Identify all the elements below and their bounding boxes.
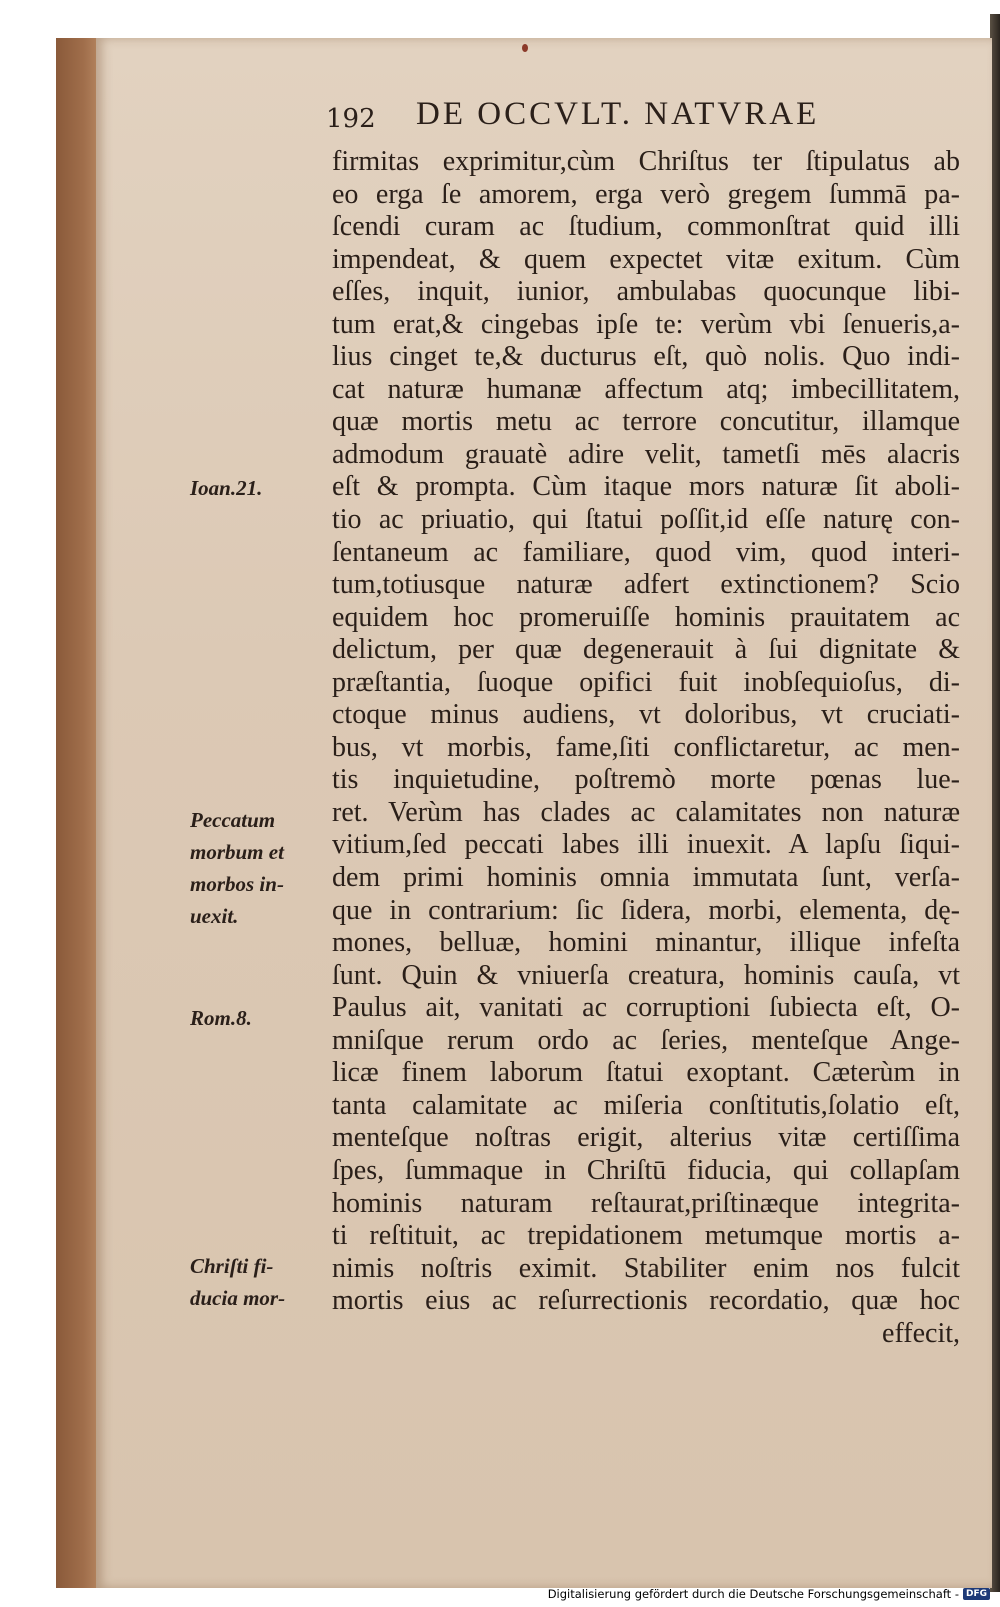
marginal-note-line: Rom.8. (190, 1006, 252, 1030)
text-line: ret. Verùm has clades ac calamitates non naturæ (332, 796, 960, 828)
text-line: eo erga ſe amorem, erga verò gregem ſummā pa- (332, 178, 960, 210)
text-line: cat naturæ humanæ affectum atq; imbecillitatem, (332, 373, 960, 405)
text-line: delictum, per quæ degenerauit à ſui dignitate & (332, 634, 960, 666)
page-header (326, 96, 926, 140)
marginal-note-line: Chriſti fi- (190, 1254, 274, 1278)
text-line: quæ mortis metu ac terrore concutitur, illamque (332, 406, 960, 438)
marginal-note-line: Peccatum (190, 808, 276, 832)
text-line: lius cinget te,& ducturus eſt, quò nolis. Quo indi- (332, 341, 960, 373)
text-line: eſt & prompta. Cùm itaque mors naturæ ſit aboli- (332, 471, 960, 503)
text-line: effecit, (882, 1317, 960, 1349)
text-line: præſtantia, ſuoque opifici fuit inobſequioſus, di- (332, 666, 960, 698)
text-line: licæ finem laborum ſtatui exoptant. Cæterùm in (332, 1057, 960, 1089)
marginal-note-ioan (190, 472, 262, 504)
text-line: ſunt. Quin & vniuerſa creatura, hominis cauſa, vt (332, 959, 960, 991)
marginal-note-line: Ioan.21. (190, 476, 263, 500)
text-line: ti reſtituit, ac trepidationem metumque mortis a- (332, 1220, 960, 1252)
text-line: dem primi hominis omnia immutata ſunt, verſa- (332, 862, 960, 894)
text-line: tio ac priuatio, qui ſtatui poſſit,id eſſe naturę con- (332, 504, 960, 536)
marginal-note-line: ducia mor- (190, 1286, 286, 1310)
text-line: nimis noſtris eximit. Stabiliter enim nos fulcit (332, 1252, 960, 1284)
text-line: Paulus ait, vanitati ac corruptioni ſubiecta eſt, O- (332, 992, 960, 1024)
dfg-logo: DFG (963, 1588, 990, 1600)
text-line: mones, belluæ, homini minantur, illique infeſta (332, 927, 960, 959)
text-line: que in contrarium: ſic ſidera, morbi, elementa, dę- (332, 894, 960, 926)
text-line: ctoque minus audiens, vt doloribus, vt cruciati- (332, 699, 960, 731)
text-line: admodum grauatè adire velit, tametſi mēs alacris (332, 438, 960, 470)
marginal-note-christi (190, 1250, 285, 1314)
credit-text: Digitalisierung gefördert durch die Deutsche Forschungsgemeinschaft - (547, 1587, 959, 1601)
text-line: mniſque rerum ordo ac ſeries, menteſque Ange- (332, 1024, 960, 1056)
marginal-note-line: uexit. (190, 904, 239, 928)
digitization-credit (548, 1587, 990, 1601)
text-line: tum,totiusque naturæ adfert extinctionem? Scio (332, 569, 960, 601)
marginal-note-line: morbum et (190, 840, 284, 864)
text-line: ſpes, ſummaque in Chriſtū fiducia, qui collapſam (332, 1154, 960, 1186)
marginal-note-peccatum (190, 804, 284, 932)
marginal-note-line: morbos in- (190, 872, 284, 896)
ink-mark (522, 44, 528, 52)
text-line: bus, vt morbis, fame,ſiti conflictaretur, ac men- (332, 731, 960, 763)
marginal-note-rom (190, 1002, 252, 1034)
text-line: vitium,ſed peccati labes illi inuexit. A lapſu ſiqui- (332, 829, 960, 861)
body-text (332, 146, 960, 1350)
page-number: 192 (326, 104, 376, 134)
text-line: tanta calamitate ac miſeria conſtitutis,ſolatio eſt, (332, 1089, 960, 1121)
text-line: tum erat,& cingebas ipſe te: verùm vbi ſenueris,a- (332, 308, 960, 340)
text-line: hominis naturam reſtaurat,priſtinæque integrita- (332, 1187, 960, 1219)
text-line: ſentaneum ac familiare, quod vim, quod interi- (332, 536, 960, 568)
running-title: DE OCCVLT. NATVRAE (416, 96, 820, 132)
text-line: menteſque noſtras erigit, alterius vitæ certiſſima (332, 1122, 960, 1154)
text-line: impendeat, & quem expectet vitæ exitum. Cùm (332, 243, 960, 275)
text-line: ſcendi curam ac ſtudium, commonſtrat quid illi (332, 211, 960, 243)
text-line: equidem hoc promeruiſſe hominis prauitatem ac (332, 601, 960, 633)
text-line: eſſes, inquit, iunior, ambulabas quocunque libi- (332, 276, 960, 308)
text-line: firmitas exprimitur,cùm Chriſtus ter ſtipulatus ab (332, 146, 960, 177)
text-line: tis inquietudine, poſtremò morte pœnas lue- (332, 764, 960, 796)
text-line: mortis eius ac reſurrectionis recordatio, quæ hoc (332, 1285, 960, 1317)
